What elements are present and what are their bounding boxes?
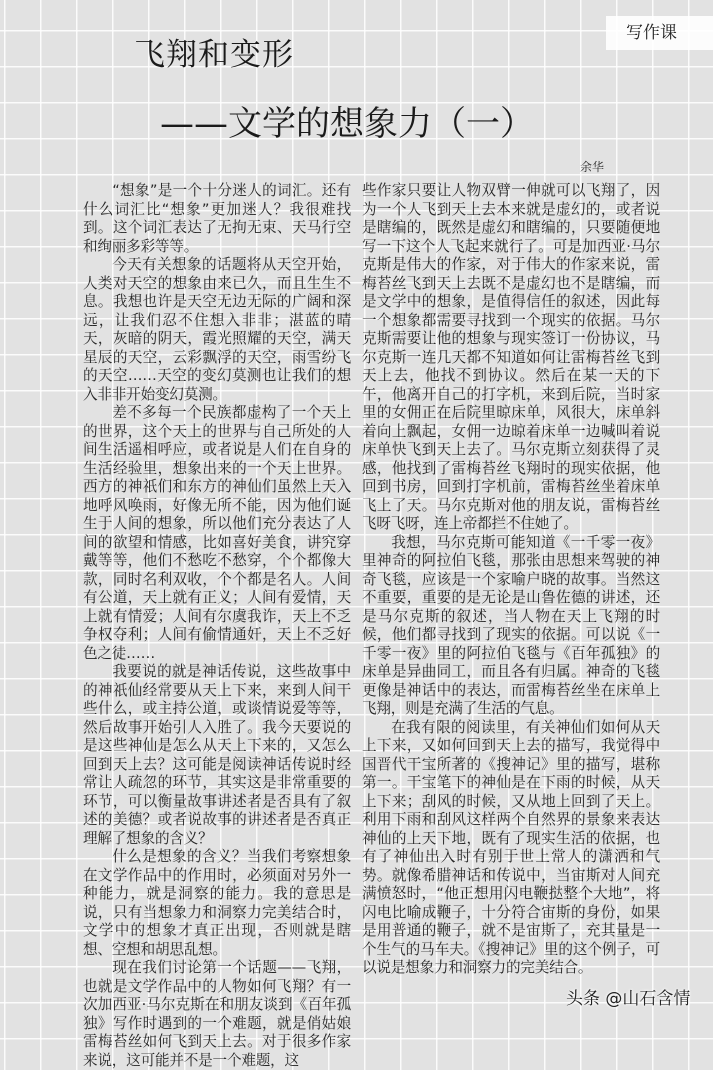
paragraph: 我要说的就是神话传说，这些故事中的神祇仙经常要从天上下来，来到人间干些什么，或主持公道，或谈情说爱等等，然后故事开始引人入胜了。我今天要说的是这些神仙是怎么从天上下来的，又怎么回到天上去？这可能是阅读神话传说时经常让人疏忽的环节，其实这是非常重要的环节，可以衡量故事讲述者是否具有了叙述的美德？或者说故事的讲述者是否真正理解了想象的含义？ (83, 663, 351, 847)
paragraph: 我想，马尔克斯可能知道《一千零一夜》里神奇的阿拉伯飞毯，那张由思想来驾驶的神奇飞毯，应该是一个家喻户晓的故事。当然这不重要，重要的是无论是山鲁佐德的讲述，还是马尔克斯的叙述，当人物在天上飞翔的时候，他们都寻找到了现实的依据。可以说《一千零一夜》里的阿拉伯飞毯与《百年孤独》的床单是异曲同工，而且各有归属。神奇的飞毯更像是神话中的表达，而雷梅苔丝坐在床单上飞翔，则是充满了生活的气息。 (362, 533, 660, 717)
watermark: 头条 @山石含情 (566, 989, 691, 1009)
paragraph-continued: 些作家只要让人物双臂一伸就可以飞翔了，因为一个人飞到天上去本来就是虚幻的，或者说是瞎编的，既然是虚幻和瞎编的，只要随便地写一下这个人飞起来就行了。可是加西亚·马尔克斯是伟大的作家，对于伟大的作家来说，雷梅苔丝飞到天上去既不是虚幻也不是瞎编，而是文学中的想象，是值得信任的叙述，因此每一个想象都需要寻找到一个现实的依据。马尔克斯需要让他的想象与现实签订一份协议，马尔克斯一连几天都不知道如何让雷梅苔丝飞到天上去，他找不到协议。然后在某一天的下午，他离开自己的打字机，来到后院，当时家里的女佣正在后院里晾床单，风很大，床单斜着向上飘起，女佣一边晾着床单一边喊叫着说床单快飞到天上去了。马尔克斯立刻获得了灵感，他找到了雷梅苔丝飞翔时的现实依据，他回到书房，回到打字机前，雷梅苔丝坐着床单飞上了天。马尔克斯对他的朋友说，雷梅苔丝飞呀飞呀，连上帝都拦不住她了。 (362, 182, 660, 532)
paragraph: 差不多每一个民族都虚构了一个天上的世界，这个天上的世界与自己所处的人间生活遥相呼应，或者说是人们在自身的生活经验里，想象出来的一个天上世界。西方的神祇们和东方的神仙们虽然上天入地呼风唤雨，好像无所不能，因为他们诞生于人间的想象，所以他们充分表达了人间的欲望和情感，比如喜好美食，讲究穿戴等等，他们不愁吃不愁穿，个个都像大款，同时名利双收，个个都是名人。人间有公道，天上就有正义；人间有爱情，天上就有情爱；人间有尔虞我诈，天上不乏争权夺利；人间有偷情通奸，天上不乏好色之徒…… (83, 404, 351, 662)
paragraph: 什么是想象的含义？当我们考察想象在文学作品中的作用时，必须面对另外一种能力，就是洞察的能力。我的意思是说，只有当想象力和洞察力完美结合时，文学中的想象才真正出现，否则就是瞎想、空想和胡思乱想。 (83, 848, 351, 958)
paragraph: “想象”是一个十分迷人的词汇。还有什么词汇比“想象”更加迷人？我很难找到。这个词汇表达了无拘无束、天马行空和绚丽多彩等等。 (83, 182, 351, 255)
left-column (83, 182, 351, 1070)
article-author: 余华 (580, 160, 605, 174)
right-column (362, 182, 660, 978)
article-title: 飞翔和变形 (134, 37, 294, 73)
paragraph: 今天有关想象的话题将从天空开始，人类对天空的想象由来已久，而且生生不息。我想也许是天空无边无际的广阔和深远，让我们忍不住想入非非；湛蓝的晴天，灰暗的阴天，霞光照耀的天空，满天星辰的天空，云彩飘浮的天空，雨雪纷飞的天空……天空的变幻莫测也让我们的想入非非开始变幻莫测。 (83, 256, 351, 403)
section-tag: 写作课 (606, 16, 713, 50)
paragraph: 在我有限的阅读里，有关神仙们如何从天上下来，又如何回到天上去的描写，我觉得中国晋代干宝所著的《搜神记》里的描写，堪称第一。干宝笔下的神仙是在下雨的时候，从天上下来；刮风的时候，又从地上回到了天上。利用下雨和刮风这样两个自然界的景象来表达神仙的上天下地，既有了现实生活的依据，也有了神仙出入时有别于世上常人的潇洒和气势。就像希腊神话和传说中，当宙斯对人间充满愤怒时，“他正想用闪电鞭挞整个大地”，将闪电比喻成鞭子，十分符合宙斯的身份，如果是用普通的鞭子，就不是宙斯了，充其量是一个生气的马车夫。《搜神记》里的这个例子，可以说是想象力和洞察力的完美结合。 (362, 718, 660, 976)
paragraph: 现在我们讨论第一个话题——飞翔，也就是文学作品中的人物如何飞翔？有一次加西亚·马尔克斯在和朋友谈到《百年孤独》写作时遇到的一个难题，就是俏姑娘雷梅苔丝如何飞到天上去。对于很多作家来说，这可能并不是一个难题，这 (83, 959, 351, 1069)
article-subtitle: ——文学的想象力（一） (160, 104, 534, 144)
